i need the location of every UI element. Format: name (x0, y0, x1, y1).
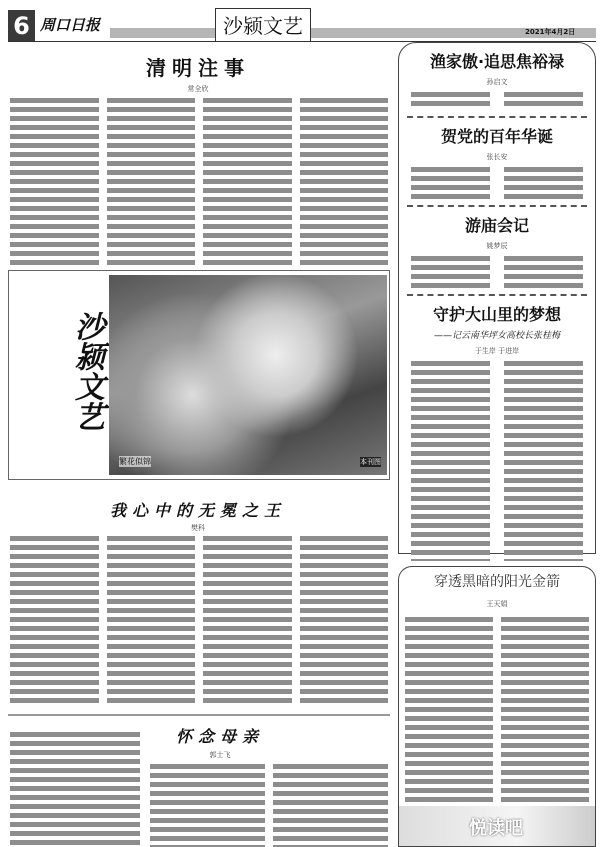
article-body (150, 764, 388, 847)
reading-banner-label: 悦读吧 (469, 818, 523, 839)
poem-subtitle: ——记云南华坪女高校长张桂梅 (433, 331, 560, 341)
feature-author: 王天娟 (486, 600, 508, 608)
divider (407, 116, 587, 118)
header-bar-left (110, 28, 215, 38)
paper-name: 周口日报 (40, 16, 101, 34)
poem-title: 渔家傲·追思焦裕禄 (429, 52, 565, 71)
issue-date: 2021年4月2日 (525, 28, 576, 36)
poem-author: 于生岸 于进岸 (474, 347, 520, 355)
calligraphy-logo: 沙颍文艺 (69, 311, 104, 431)
article-title: 怀念母亲 (175, 727, 264, 746)
article-title: 清明注事 (146, 56, 250, 80)
poem-body (399, 92, 595, 110)
poem-author: 姚梦辰 (486, 242, 508, 250)
poem-body (399, 361, 595, 561)
poem-author: 张长安 (486, 153, 508, 161)
article-title: 我心中的无冕之王 (109, 501, 286, 520)
article-author: 郭士飞 (209, 751, 231, 759)
poem-title: 贺党的百年华诞 (440, 127, 553, 146)
photo-blossoms (109, 275, 387, 475)
section-title: 沙颍文艺 (215, 8, 311, 42)
divider (407, 294, 587, 296)
article-body (10, 98, 388, 266)
poem-body (399, 167, 595, 199)
page-number: 6 (8, 10, 35, 42)
reading-banner (399, 806, 595, 846)
divider (8, 714, 390, 716)
poems-box (398, 42, 596, 554)
article-body (10, 732, 140, 847)
poem-author: 孙启文 (486, 78, 508, 86)
article-author: 常全欣 (187, 85, 209, 93)
article-author: 樊科 (191, 524, 205, 532)
poem-title: 游庙会记 (464, 216, 529, 235)
poem-title: 守护大山里的梦想 (432, 305, 561, 324)
art-box (8, 270, 390, 480)
photo-credit: 本刊图 (360, 458, 381, 466)
article-body (10, 536, 388, 706)
feature-body (399, 617, 595, 817)
divider (407, 205, 587, 207)
feature-box (398, 566, 596, 847)
photo-caption: 繁花似锦 (119, 457, 151, 466)
feature-title: 穿透黑暗的阳光金箭 (434, 574, 560, 590)
poem-body (399, 256, 595, 288)
